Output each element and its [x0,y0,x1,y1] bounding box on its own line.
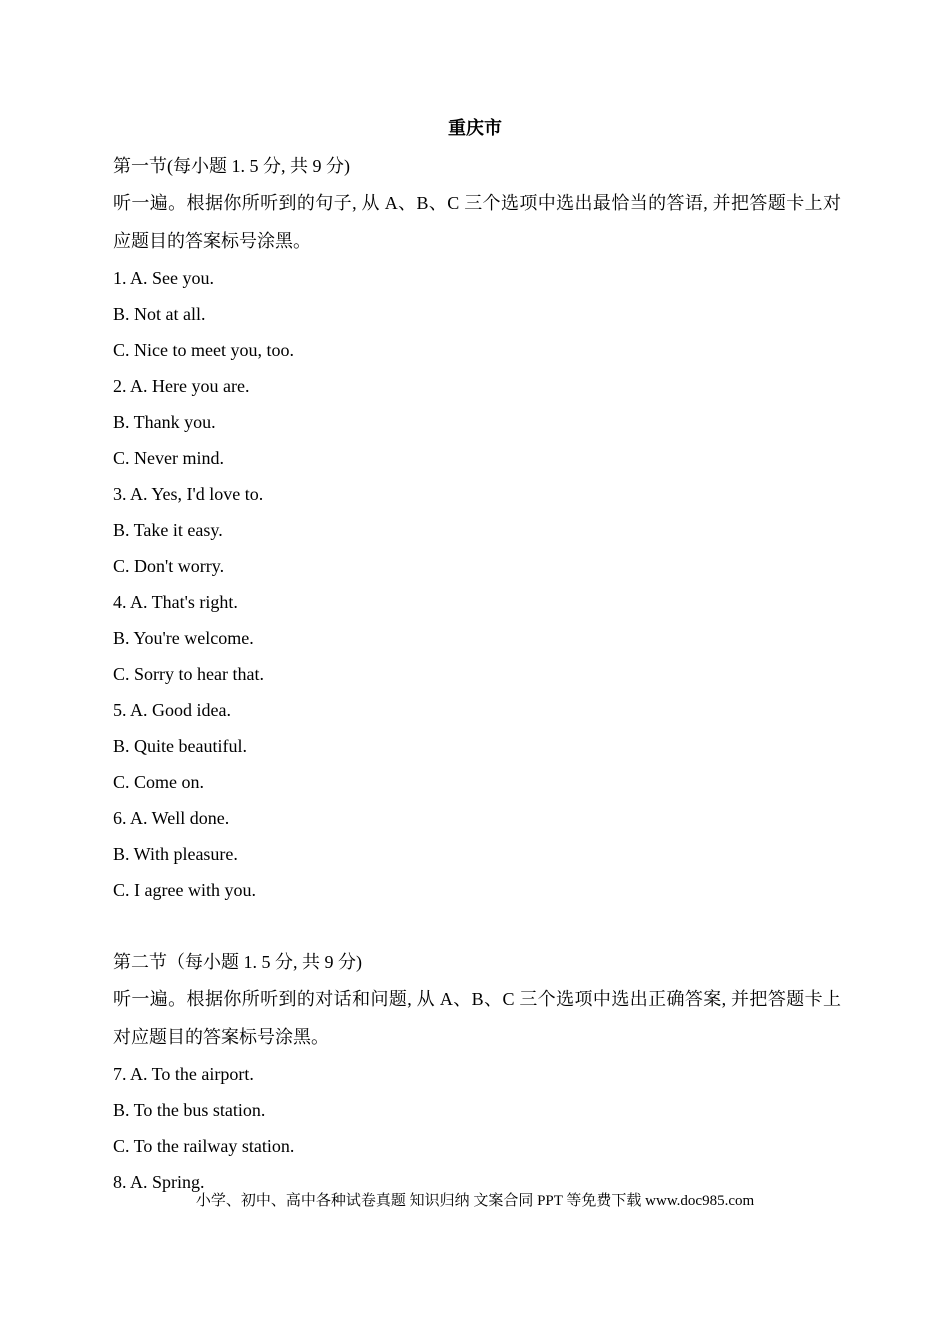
question-line: B. You're welcome. [113,628,254,648]
question-line: 8. A. Spring. [113,1172,205,1192]
section2-instruction: 听一遍。根据你所听到的对话和问题, 从 A、B、C 三个选项中选出正确答案, 并把答题卡上对应题目的答案标号涂黑。 [113,989,841,1047]
question-line: 6. A. Well done. [113,808,230,828]
question-line: B. Not at all. [113,304,206,324]
question-line: C. Sorry to hear that. [113,664,264,684]
question-line: 2. A. Here you are. [113,376,250,396]
question-line: C. Nice to meet you, too. [113,340,294,360]
document-body [113,148,841,1200]
section2-heading: 第二节（每小题 1. 5 分, 共 9 分) [113,952,362,972]
section1-heading: 第一节(每小题 1. 5 分, 共 9 分) [113,156,350,176]
question-line: 5. A. Good idea. [113,700,231,720]
question-line: 3. A. Yes, I'd love to. [113,484,264,504]
question-line: 1. A. See you. [113,268,214,288]
question-line: B. With pleasure. [113,844,238,864]
section1-instruction: 听一遍。根据你所听到的句子, 从 A、B、C 三个选项中选出最恰当的答语, 并把答题卡上对应题目的答案标号涂黑。 [113,193,841,251]
question-line: C. Never mind. [113,448,224,468]
question-line: B. Thank you. [113,412,216,432]
question-line: 7. A. To the airport. [113,1064,254,1084]
question-line: C. I agree with you. [113,880,256,900]
question-line: C. Don't worry. [113,556,225,576]
page-footer: 小学、初中、高中各种试卷真题 知识归纳 文案合同 PPT 等免费下载 www.doc985.com [195,1193,755,1209]
question-line: C. Come on. [113,772,205,792]
question-line: C. To the railway station. [113,1136,295,1156]
section-spacer [113,908,841,944]
page-title: 重庆市 [448,118,502,138]
question-line: B. Take it easy. [113,520,223,540]
question-line: 4. A. That's right. [113,592,238,612]
question-line: B. Quite beautiful. [113,736,247,756]
question-line: B. To the bus station. [113,1100,266,1120]
